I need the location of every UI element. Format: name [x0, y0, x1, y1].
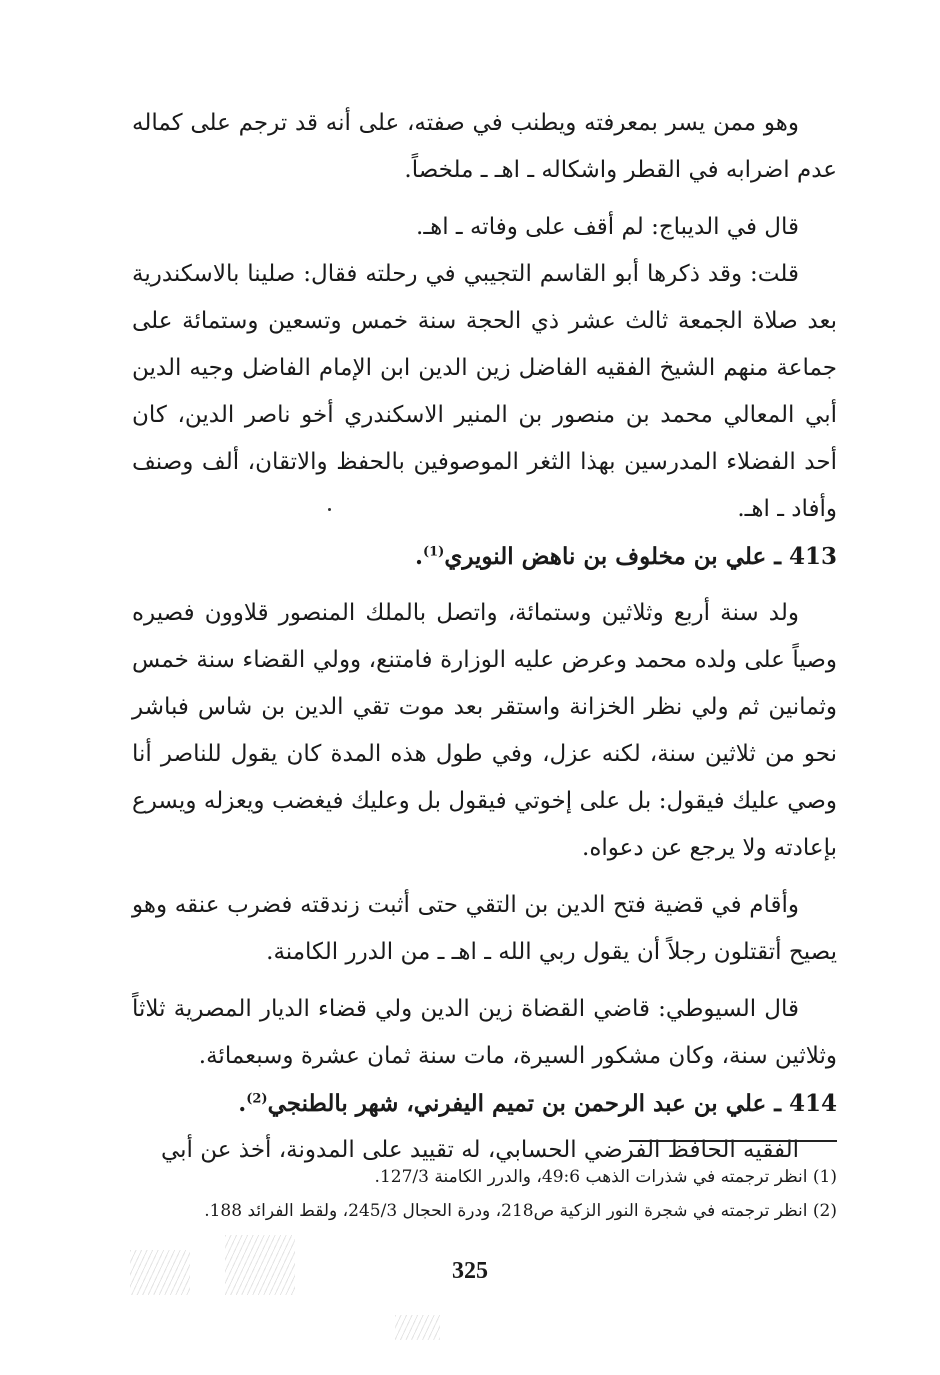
footnote-rule [629, 1140, 837, 1142]
scan-smudge [225, 1235, 295, 1295]
page-number: 325 [452, 1258, 488, 1284]
entry-name: علي بن مخلوف بن ناهض النويري [444, 543, 767, 570]
paragraph-tujibi: قلت: وقد ذكرها أبو القاسم التجيبي في رحلته فقال: صلينا بالاسكندرية بعد صلاة الجمعة ثالث عشر ذي الحجة سنة خمس وتسعين وستمائة على جماعة منهم الشيخ الفقيه الفاضل زين الدين ابن الإمام الفاضل وجيه الدين أبي المعالي محمد بن منصور بن المنير الاسكندري أخو ناصر الدين، كان أحد الفضلاء المدرسين بهذا الثغر الموصوفين بالحفظ والاتقان، ألف وصنف وأفاد ـ اهـ. [132, 261, 837, 522]
footnote-2: (2) انظر ترجمته في شجرة النور الزكية ص218، ودرة الحجال 245/3، ولقط الفرائد 188. [204, 1201, 837, 1221]
page-body [132, 100, 837, 1174]
entry-number: 413 ـ [774, 543, 837, 570]
footnote-ref: (2) [246, 1091, 268, 1107]
paragraph-dibaj: قال في الديباج: لم أقف على وفاته ـ اهـ. [416, 214, 799, 240]
stray-dot [328, 508, 331, 511]
entry-heading-413: 413 ـ علي بن مخلوف بن ناهض النويري$^{(1)}$. [414, 543, 837, 570]
paragraph-413-bio: ولد سنة أربع وثلاثين وستمائة، واتصل بالملك المنصور قلاوون فصيره وصياً على ولده محمد وعرض عليه الوزارة فامتنع، وولي القضاء سنة خمس وثمانين ثم ولي نظر الخزانة واستقر بعد موت تقي الدين بن شاس فباشر نحو من ثلاثين سنة، لكنه عزل، وفي طول هذه المدة كان يقول للناصر أنا وصي عليك فيقول: بل على إخوتي فيقول بل وعليك فيغضب ويعزله ويسرع بإعادته ولا يرجع عن دعواه. [132, 600, 837, 861]
paragraph-intro: وهو ممن يسر بمعرفته ويطنب في صفته، على أنه قد ترجم على كماله عدم اضرابه في القطر واشكاله ـ اهـ ـ ملخصاً. [132, 110, 837, 183]
paragraph-414-bio: الفقيه الحافظ الفرضي الحسابي، له تقييد على المدونة، أخذ عن أبي [160, 1137, 799, 1163]
paragraph-413-trial: وأقام في قضية فتح الدين بن التقي حتى أثبت زندقته فضرب عنقه وهو يصيح أتقتلون رجلاً أن يقول ربي الله ـ اهـ ـ من الدرر الكامنة. [132, 892, 837, 965]
entry-heading-414: 414 ـ علي بن عبد الرحمن بن تميم اليفرني، شهر بالطنجي$^{(2)}$. [238, 1090, 837, 1117]
scan-smudge [130, 1250, 190, 1295]
footnotes [132, 1160, 837, 1228]
scan-smudge [395, 1315, 440, 1340]
footnote-ref: (1) [422, 544, 445, 560]
entry-number: 414 ـ [774, 1090, 837, 1117]
footnote-1: (1) انظر ترجمته في شذرات الذهب 49:6، والدرر الكامنة 127/3. [374, 1167, 837, 1187]
entry-name: علي بن عبد الرحمن بن تميم اليفرني، شهر بالطنجي [267, 1090, 767, 1117]
paragraph-413-suyuti: قال السيوطي: قاضي القضاة زين الدين ولي قضاء الديار المصرية ثلاثاً وثلاثين سنة، وكان مشكور السيرة، مات سنة ثمان عشرة وسبعمائة. [132, 996, 837, 1069]
